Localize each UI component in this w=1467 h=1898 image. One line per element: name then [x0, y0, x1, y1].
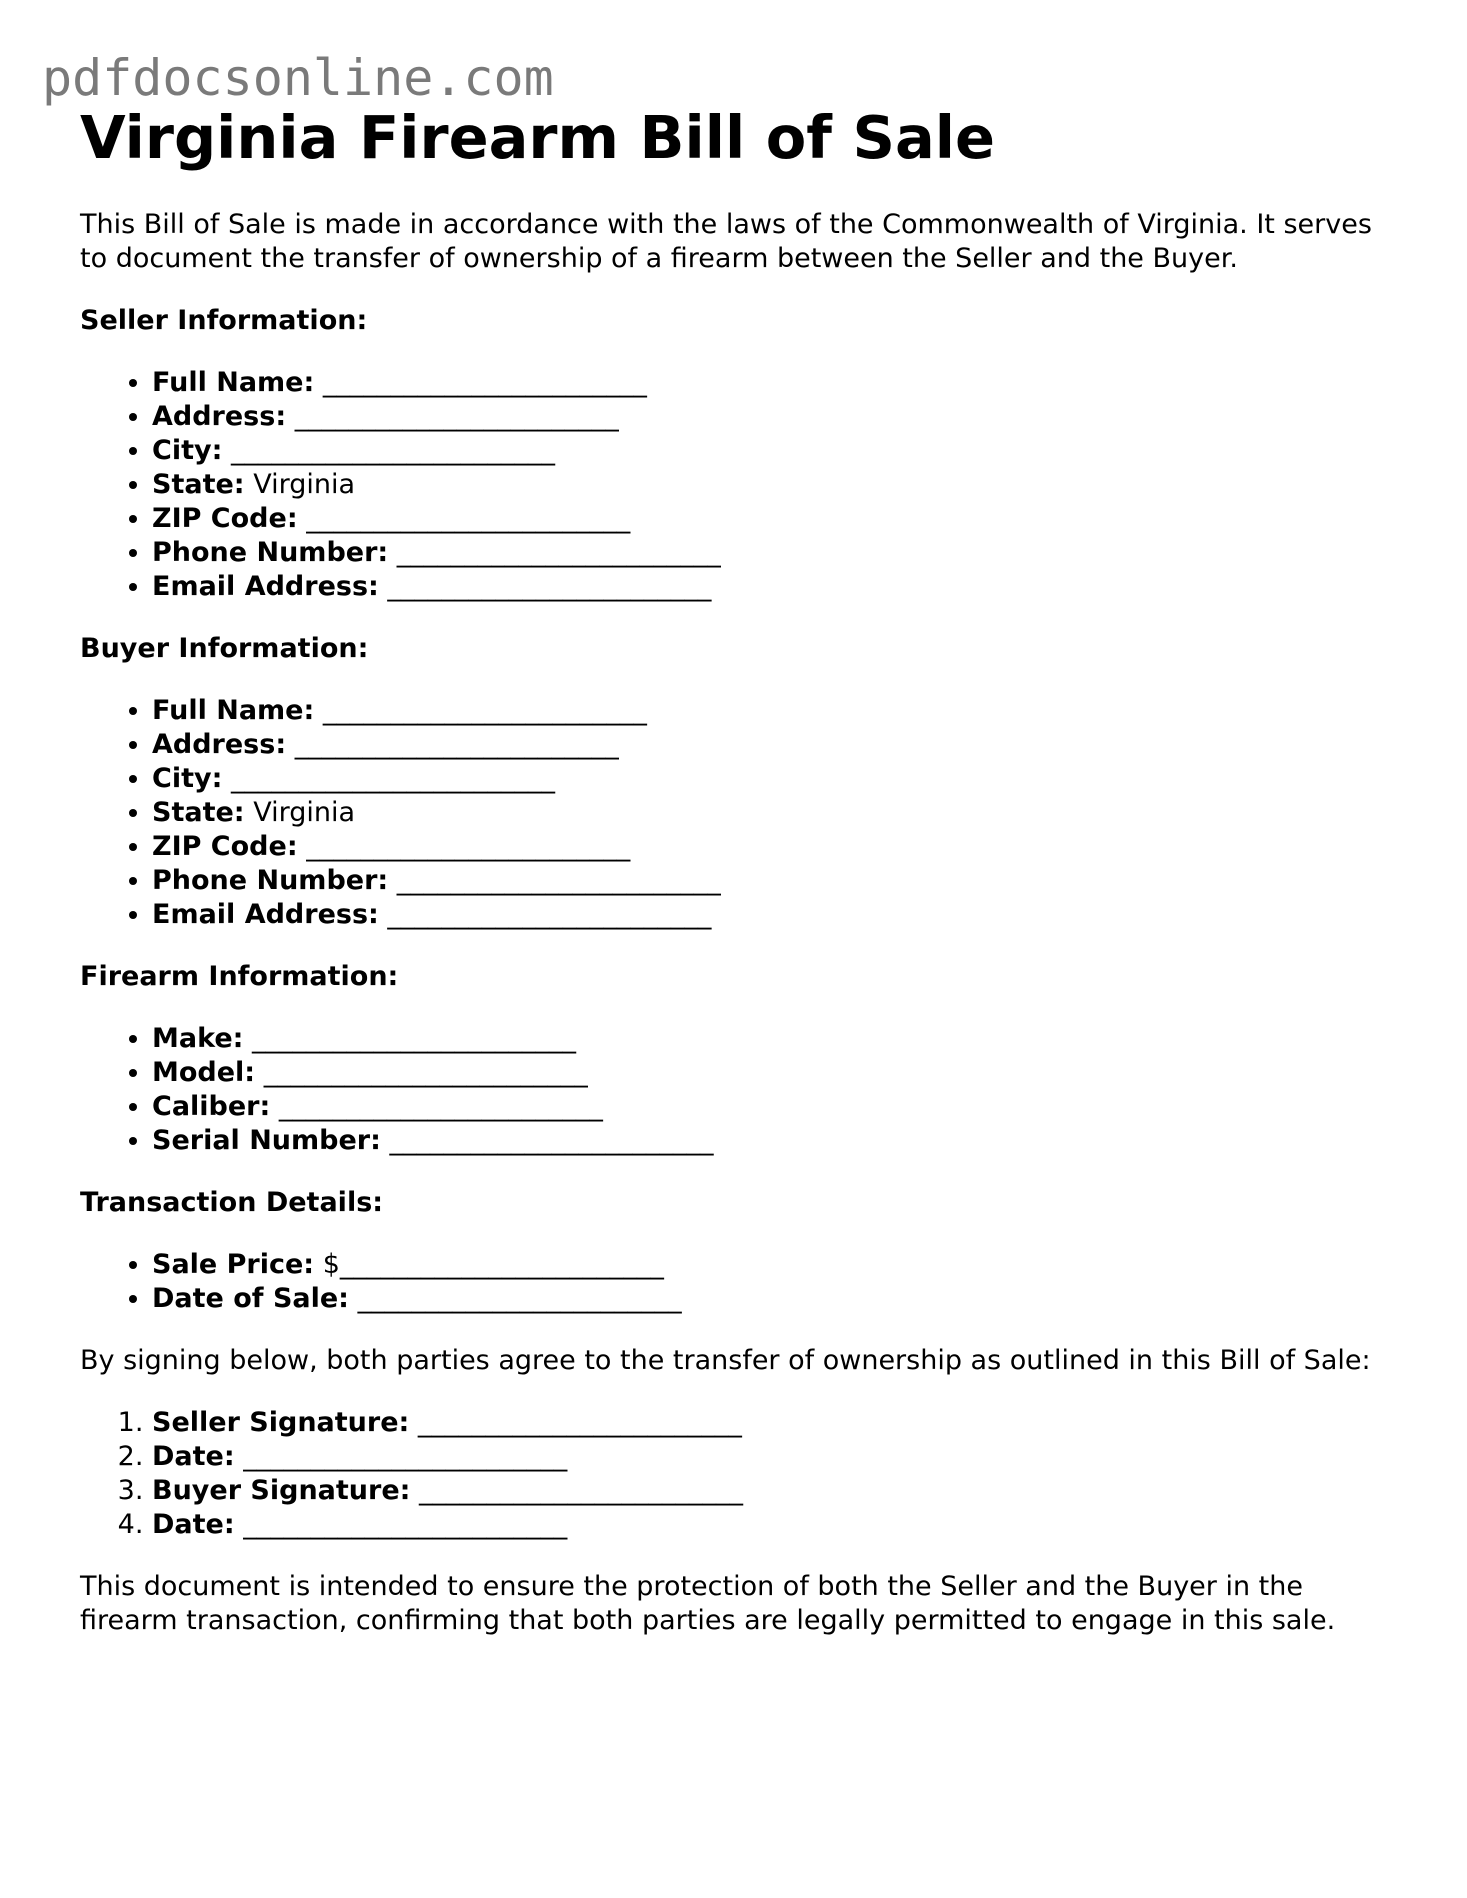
closing-paragraph: This document is intended to ensure the protection of both the Seller and the Buyer in the firearm transaction, confirming that both parties are legally permitted to engage in this sale.	[80, 1571, 1336, 1636]
buyer-phone-blank[interactable]: ________________________	[396, 865, 721, 896]
seller-zip-blank[interactable]: ________________________	[306, 503, 631, 534]
seller-state-value: Virginia	[253, 469, 355, 500]
seller-heading: Seller Information:	[80, 305, 368, 336]
buyer-address	[152, 728, 1400, 762]
buyer-address-blank[interactable]: ________________________	[294, 729, 619, 760]
seller-zip	[152, 502, 1400, 536]
firearm-serial	[152, 1124, 1400, 1158]
buyer-date-blank[interactable]: ________________________	[243, 1509, 568, 1540]
firearm-heading: Firearm Information:	[80, 961, 399, 992]
agreement-paragraph: By signing below, both parties agree to the transfer of ownership as outlined in this Bill of Sale:	[80, 1345, 1371, 1376]
field-label: Email Address:	[152, 571, 379, 602]
field-label: Date of Sale:	[152, 1283, 349, 1314]
field-label: City:	[152, 763, 223, 794]
buyer-city	[152, 762, 1400, 796]
buyer-heading: Buyer Information:	[80, 633, 369, 664]
buyer-full-name-blank[interactable]: ________________________	[322, 695, 647, 726]
field-label: Model:	[152, 1057, 256, 1088]
buyer-zip	[152, 830, 1400, 864]
field-label: Date:	[152, 1509, 235, 1540]
seller-full-name	[152, 366, 1400, 400]
seller-signature	[152, 1406, 1400, 1440]
transaction-fields-list	[80, 1248, 1400, 1316]
firearm-fields-list	[80, 1022, 1400, 1158]
seller-signature-blank[interactable]: ________________________	[417, 1407, 742, 1438]
field-label: Buyer Signature:	[152, 1475, 411, 1506]
field-label: ZIP Code:	[152, 831, 298, 862]
field-label: City:	[152, 435, 223, 466]
document-page	[80, 98, 1400, 1638]
seller-email	[152, 570, 1400, 604]
seller-city	[152, 434, 1400, 468]
buyer-phone	[152, 864, 1400, 898]
field-label: Date:	[152, 1441, 235, 1472]
buyer-email-blank[interactable]: ________________________	[387, 899, 712, 930]
seller-city-blank[interactable]: ________________________	[230, 435, 555, 466]
field-label: State:	[152, 469, 245, 500]
field-label: Phone Number:	[152, 537, 389, 568]
field-label: State:	[152, 797, 245, 828]
seller-state	[152, 468, 1400, 502]
seller-email-blank[interactable]: ________________________	[387, 571, 712, 602]
field-label: Full Name:	[152, 695, 315, 726]
seller-phone-blank[interactable]: ________________________	[396, 537, 721, 568]
field-label: Phone Number:	[152, 865, 389, 896]
field-label: Make:	[152, 1023, 244, 1054]
signature-list	[80, 1406, 1400, 1542]
field-label: Caliber:	[152, 1091, 271, 1122]
buyer-full-name	[152, 694, 1400, 728]
transaction-heading: Transaction Details:	[80, 1187, 384, 1218]
buyer-zip-blank[interactable]: ________________________	[306, 831, 631, 862]
field-label: Full Name:	[152, 367, 315, 398]
field-label: Seller Signature:	[152, 1407, 410, 1438]
buyer-signature-blank[interactable]: ________________________	[419, 1475, 744, 1506]
buyer-email	[152, 898, 1400, 932]
field-label: Serial Number:	[152, 1125, 381, 1156]
buyer-state-value: Virginia	[253, 797, 355, 828]
date-of-sale-blank[interactable]: ________________________	[357, 1283, 682, 1314]
firearm-make-blank[interactable]: ________________________	[252, 1023, 577, 1054]
field-label: Address:	[152, 401, 287, 432]
firearm-serial-blank[interactable]: ________________________	[389, 1125, 714, 1156]
firearm-caliber	[152, 1090, 1400, 1124]
firearm-model-blank[interactable]: ________________________	[263, 1057, 588, 1088]
sale-price-blank[interactable]: $________________________	[322, 1249, 664, 1280]
intro-paragraph: This Bill of Sale is made in accordance with the laws of the Commonwealth of Virginia. It serves to document the transfer of ownership of a firearm between the Seller and the Buyer.	[80, 209, 1372, 274]
field-label: Email Address:	[152, 899, 379, 930]
buyer-fields-list	[80, 694, 1400, 932]
field-label: ZIP Code:	[152, 503, 298, 534]
seller-address-blank[interactable]: ________________________	[294, 401, 619, 432]
watermark: pdfdocsonline.com	[42, 49, 554, 107]
date-of-sale	[152, 1282, 1400, 1316]
seller-fields-list	[80, 366, 1400, 604]
buyer-city-blank[interactable]: ________________________	[230, 763, 555, 794]
firearm-make	[152, 1022, 1400, 1056]
field-label: Sale Price:	[152, 1249, 315, 1280]
firearm-caliber-blank[interactable]: ________________________	[278, 1091, 603, 1122]
field-label: Address:	[152, 729, 287, 760]
firearm-model	[152, 1056, 1400, 1090]
buyer-signature	[152, 1474, 1400, 1508]
document-title: Virginia Firearm Bill of Sale	[80, 103, 996, 172]
buyer-signature-date	[152, 1508, 1400, 1542]
seller-signature-date	[152, 1440, 1400, 1474]
seller-address	[152, 400, 1400, 434]
seller-phone	[152, 536, 1400, 570]
sale-price	[152, 1248, 1400, 1282]
seller-full-name-blank[interactable]: ________________________	[322, 367, 647, 398]
buyer-state	[152, 796, 1400, 830]
seller-date-blank[interactable]: ________________________	[243, 1441, 568, 1472]
